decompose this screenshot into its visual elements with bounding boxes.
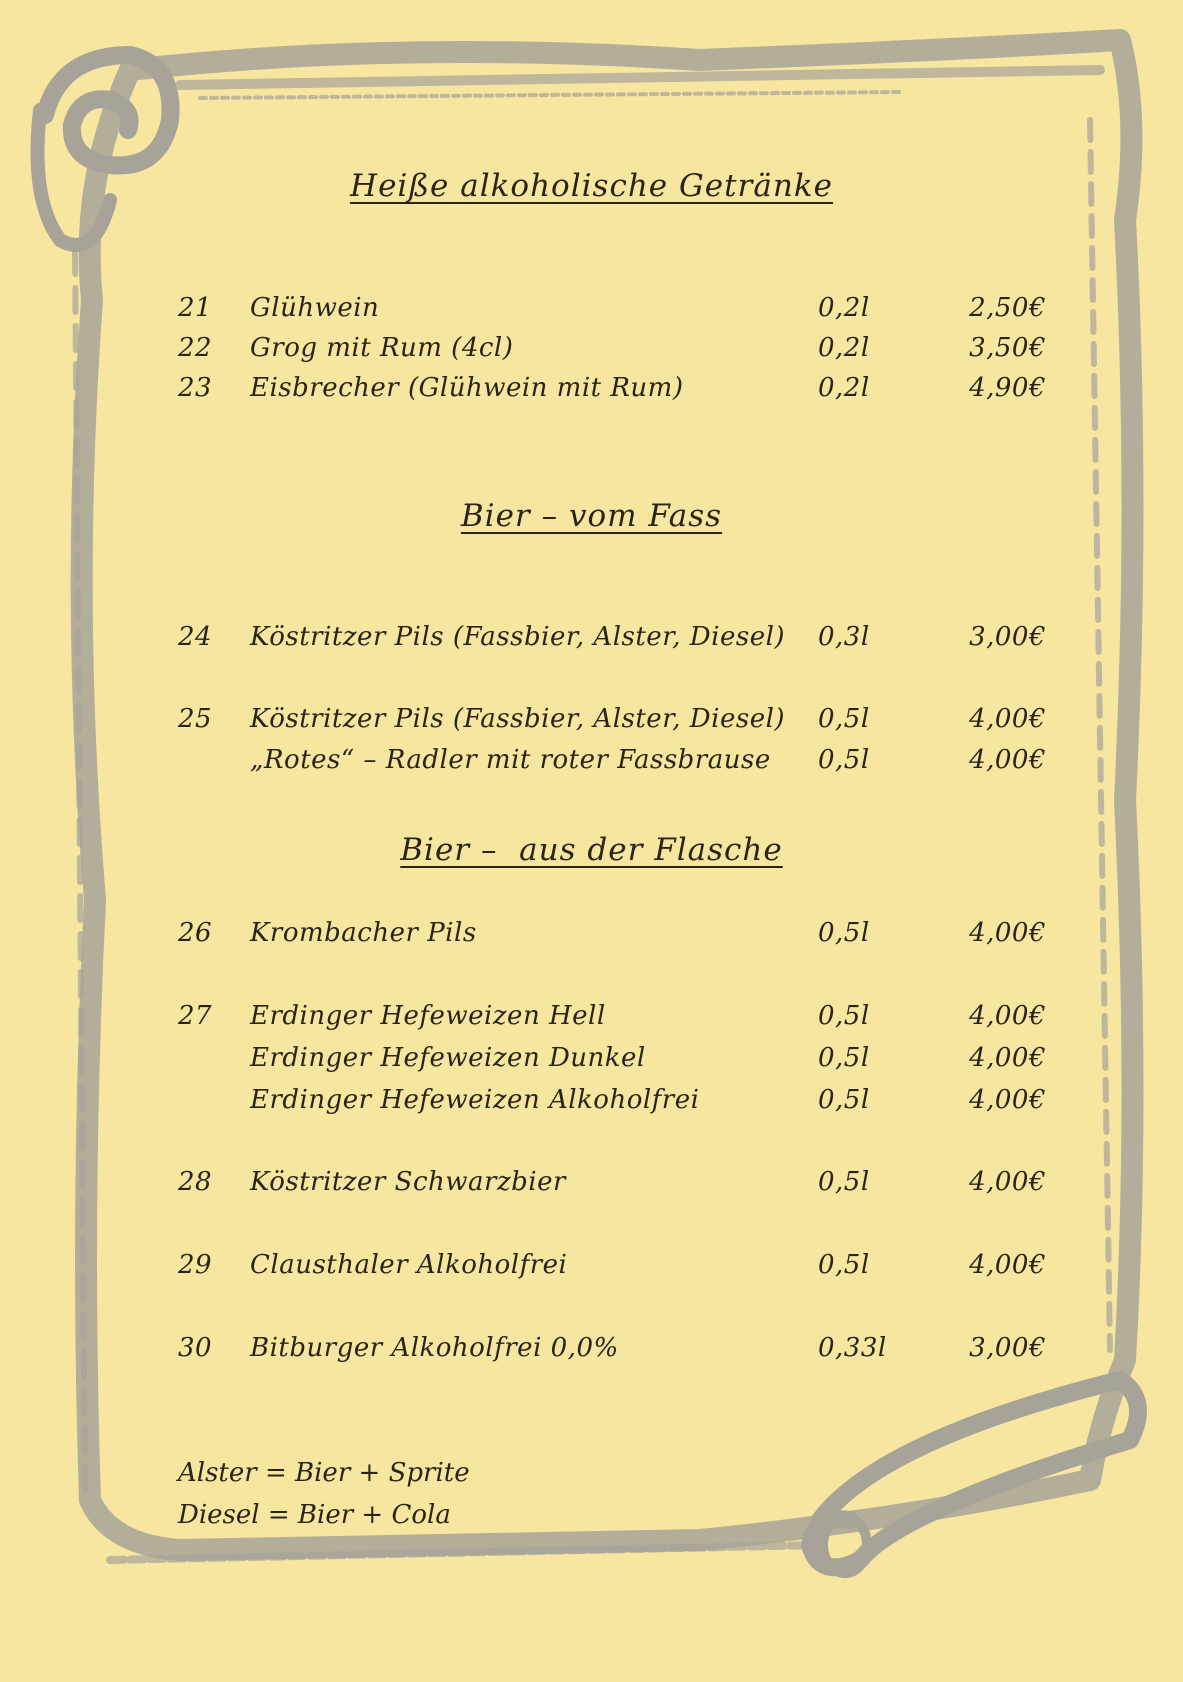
item-price: 4,00€	[969, 1250, 1046, 1280]
footnote-alster: Alster = Bier + Sprite	[178, 1458, 470, 1488]
item-volume: 0,5l	[818, 745, 870, 775]
item-price: 4,00€	[969, 704, 1046, 734]
menu-item-row	[0, 1333, 1183, 1369]
item-volume: 0,5l	[818, 1001, 870, 1031]
item-volume: 0,5l	[818, 1250, 870, 1280]
item-name: Köstritzer Pils (Fassbier, Alster, Diesel)	[250, 704, 786, 734]
item-price: 4,00€	[969, 1043, 1046, 1073]
item-volume: 0,3l	[818, 622, 870, 652]
item-volume: 0,5l	[818, 1043, 870, 1073]
item-number: 25	[178, 704, 213, 734]
item-number: 22	[178, 333, 213, 363]
item-name: Erdinger Hefeweizen Alkoholfrei	[250, 1085, 700, 1115]
item-volume: 0,5l	[818, 704, 870, 734]
menu-item-row	[0, 1085, 1183, 1121]
menu-item-row	[0, 1250, 1183, 1286]
menu-item-row	[0, 1043, 1183, 1079]
item-name: Eisbrecher (Glühwein mit Rum)	[250, 373, 684, 403]
item-price: 3,00€	[969, 1333, 1046, 1363]
menu-item-row	[0, 704, 1183, 740]
menu-item-row	[0, 293, 1183, 329]
item-number: 29	[178, 1250, 213, 1280]
item-price: 4,00€	[969, 745, 1046, 775]
item-number: 27	[178, 1001, 213, 1031]
item-price: 2,50€	[969, 293, 1046, 323]
menu-item-row	[0, 1167, 1183, 1203]
item-price: 3,50€	[969, 333, 1046, 363]
item-name: Grog mit Rum (4cl)	[250, 333, 514, 363]
item-name: Köstritzer Schwarzbier	[250, 1167, 566, 1197]
item-price: 4,00€	[969, 1085, 1046, 1115]
item-volume: 0,5l	[818, 1167, 870, 1197]
menu-item-row	[0, 333, 1183, 369]
menu-item-row	[0, 745, 1183, 781]
item-name: Köstritzer Pils (Fassbier, Alster, Diesel)	[250, 622, 786, 652]
item-number: 28	[178, 1167, 213, 1197]
item-name: Clausthaler Alkoholfrei	[250, 1250, 568, 1280]
item-name: „Rotes“ – Radler mit roter Fassbrause	[250, 745, 771, 775]
item-name: Glühwein	[250, 293, 380, 323]
item-number: 26	[178, 918, 213, 948]
item-volume: 0,2l	[818, 333, 870, 363]
item-price: 3,00€	[969, 622, 1046, 652]
item-volume: 0,2l	[818, 373, 870, 403]
item-number: 24	[178, 622, 213, 652]
item-volume: 0,5l	[818, 1085, 870, 1115]
item-number: 23	[178, 373, 213, 403]
item-number: 30	[178, 1333, 213, 1363]
item-volume: 0,5l	[818, 918, 870, 948]
item-name: Erdinger Hefeweizen Hell	[250, 1001, 606, 1031]
item-price: 4,00€	[969, 1001, 1046, 1031]
item-price: 4,00€	[969, 918, 1046, 948]
item-price: 4,00€	[969, 1167, 1046, 1197]
item-name: Bitburger Alkoholfrei 0,0%	[250, 1333, 619, 1363]
item-price: 4,90€	[969, 373, 1046, 403]
menu-item-row	[0, 918, 1183, 954]
item-name: Krombacher Pils	[250, 918, 477, 948]
section-title-hot-drinks: Heiße alkoholische Getränke	[350, 168, 833, 204]
section-title-draft-beer: Bier – vom Fass	[460, 498, 723, 534]
item-volume: 0,2l	[818, 293, 870, 323]
item-volume: 0,33l	[818, 1333, 887, 1363]
menu-item-row	[0, 1001, 1183, 1037]
footnote-diesel: Diesel = Bier + Cola	[178, 1500, 451, 1530]
item-name: Erdinger Hefeweizen Dunkel	[250, 1043, 646, 1073]
menu-item-row	[0, 373, 1183, 409]
menu-item-row	[0, 622, 1183, 658]
section-title-bottled-beer: Bier – aus der Flasche	[400, 832, 783, 868]
item-number: 21	[178, 293, 213, 323]
